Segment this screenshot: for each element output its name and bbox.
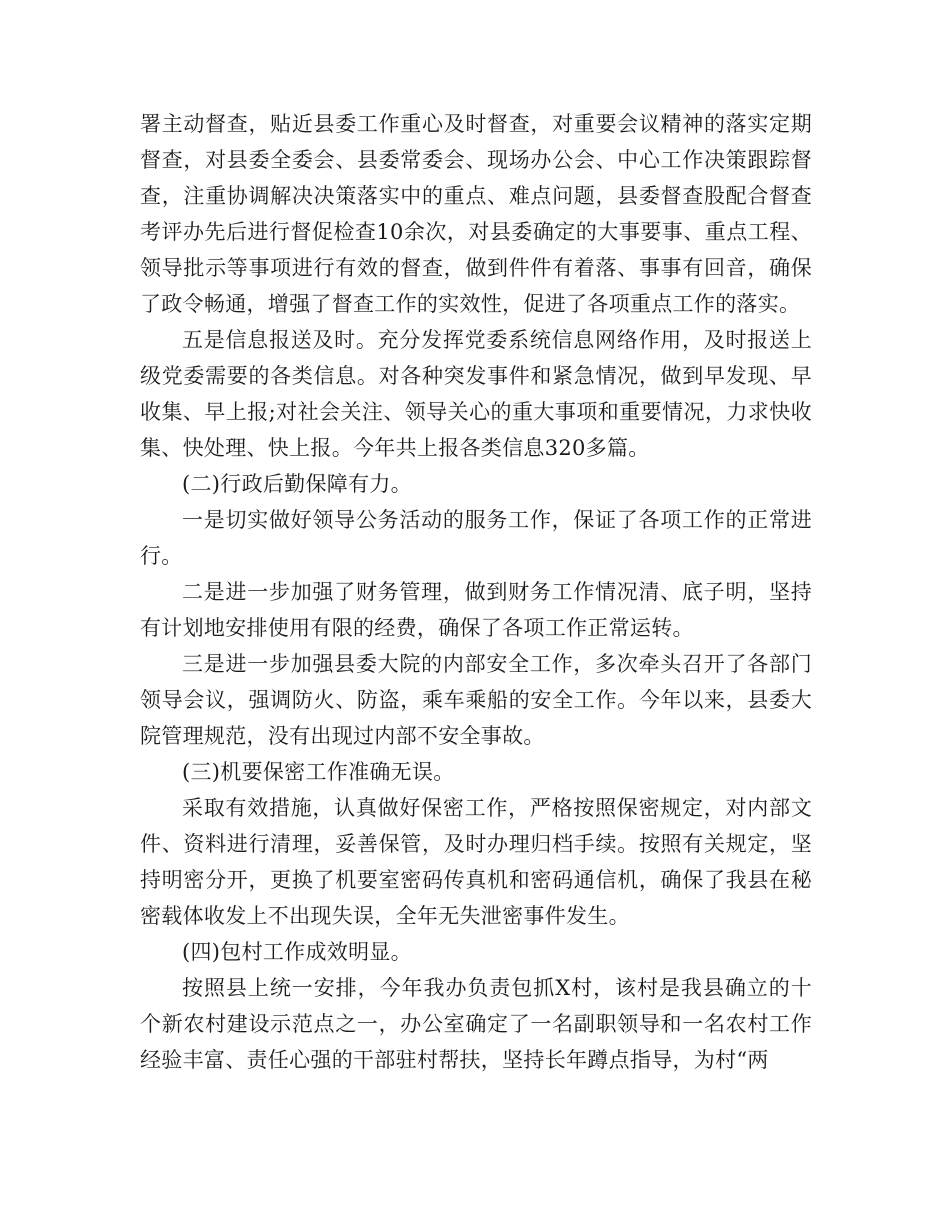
paragraph-10: 按照县上统一安排，今年我办负责包抓X村，该村是我县确立的十个新农村建设示范点之一，办公室确定了一名副职领导和一名农村工作经验丰富、责任心强的干部驻村帮扶，坚持长年蹲点指导，为村“两 [140, 976, 812, 1072]
paragraph-5: 二是进一步加强了财务管理，做到财务工作情况清、底子明，坚持有计划地安排使用有限的经费，确保了各项工作正常运转。 [140, 580, 812, 640]
paragraph-6: 三是进一步加强县委大院的内部安全工作，多次牵头召开了各部门领导会议，强调防火、防盗，乘车乘船的安全工作。今年以来，县委大院管理规范，没有出现过内部不安全事故。 [140, 652, 812, 748]
section-heading-4: (四)包村工作成效明显。 [182, 940, 412, 964]
paragraph-1: 署主动督查，贴近县委工作重心及时督查，对重要会议精神的落实定期督查，对县委全委会、县委常委会、现场办公会、中心工作决策跟踪督查，注重协调解决决策落实中的重点、难点问题，县委督查股配合督查考评办先后进行督促检查10余次，对县委确定的大事要事、重点工程、领导批示等事项进行有效的督查，做到件件有着落、事事有回音，确保了政令畅通，增强了督查工作的实效性，促进了各项重点工作的落实。 [140, 112, 812, 316]
section-heading-3: (三)机要保密工作准确无误。 [182, 760, 455, 784]
section-heading-2: (二)行政后勤保障有力。 [182, 472, 412, 496]
paragraph-4: 一是切实做好领导公务活动的服务工作，保证了各项工作的正常进行。 [140, 508, 812, 568]
paragraph-8: 采取有效措施，认真做好保密工作，严格按照保密规定，对内部文件、资料进行清理，妥善保管，及时办理归档手续。按照有关规定，坚持明密分开，更换了机要室密码传真机和密码通信机，确保了我县在秘密载体收发上不出现失误，全年无失泄密事件发生。 [140, 796, 812, 928]
paragraph-2: 五是信息报送及时。充分发挥党委系统信息网络作用，及时报送上级党委需要的各类信息。对各种突发事件和紧急情况，做到早发现、早收集、早上报;对社会关注、领导关心的重大事项和重要情况，力求快收集、快处理、快上报。今年共上报各类信息320多篇。 [140, 328, 812, 460]
document-page [140, 106, 812, 1078]
